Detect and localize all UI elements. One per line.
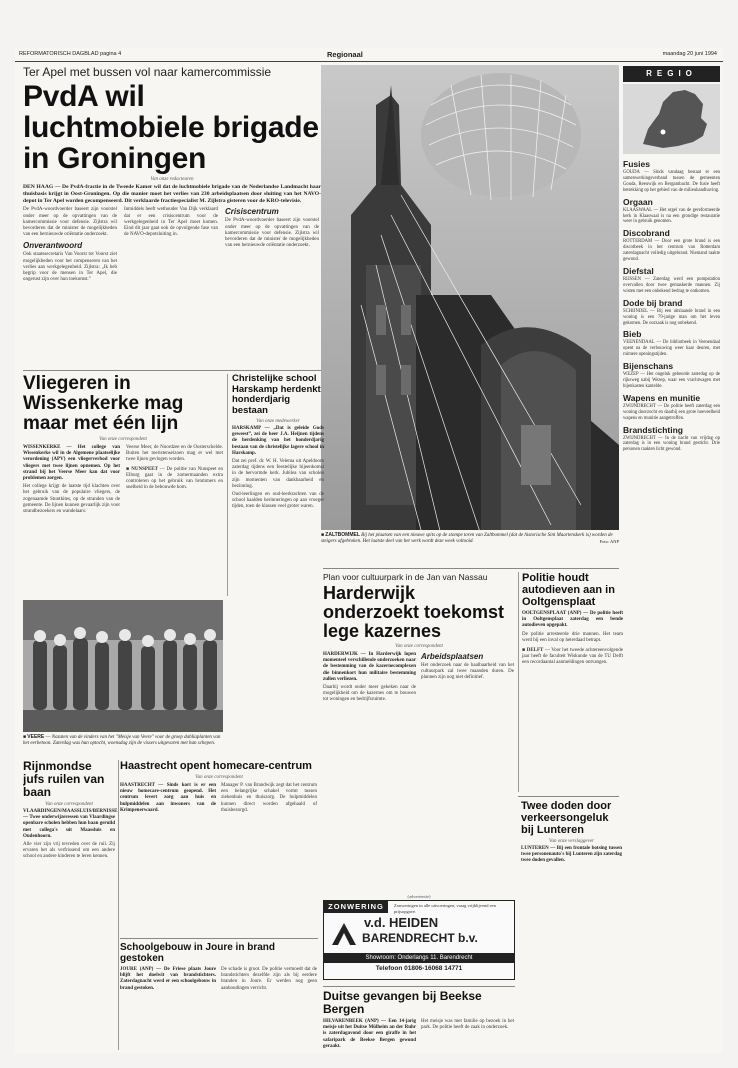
ad-company-2: BARENDRECHT b.v. — [362, 931, 478, 945]
joure-article — [120, 942, 318, 1050]
rijnmond-article — [23, 760, 119, 1050]
delft-label: DELFT — [526, 648, 544, 654]
harderwijk-article — [323, 572, 515, 890]
sidebar-item-title: Wapens en munitie — [623, 392, 701, 403]
awning-logo-icon — [330, 919, 358, 947]
regio-banner: REGIO — [623, 66, 720, 82]
harderwijk-body: Daarbij wordt onder meer gekeken naar de mogelijkheid om de kazernes om te bouwen tot woningen en bedrijfsruimte. — [323, 685, 416, 703]
header-rule — [15, 61, 723, 62]
veere-label: VEERE — [27, 734, 45, 740]
netherlands-map-icon — [623, 84, 720, 154]
harskamp-body: Dat zei pref. dr. W. H. Velema uit Apeldoorn zaterdag tijdens een feestelijke bijeenkomst in de hervormde kerk. Jubilea van scholen zijn momenten van dankbaarheid en bezinning. — [232, 459, 324, 489]
harskamp-headline: Christelijke school Harskamp herdenkt honderdjarig bestaan — [232, 374, 321, 416]
sidebar-item-title: Discobrand — [623, 228, 670, 239]
lunteren-byline: Van onze verslaggever — [549, 839, 594, 844]
nunspeet-label: NUNSPEET — [131, 466, 158, 472]
ad-slogan: Zonweringen in alle uitvoeringen, vraag vrijblijvend een prijsopgave. — [394, 903, 496, 914]
divider-beekse — [323, 986, 515, 987]
lead-kicker: Ter Apel met bussen vol naar kamercommissie — [23, 66, 272, 79]
harderwijk-byline: Van onze correspondent — [395, 644, 443, 649]
veere-caption-text: Nazaten van de vinders van het "Meisje van Veere" voor de groep dahliaplanten van het eerbetoon. Zaterdag was hun optocht, woensdag zijn de vissers uitgevaren met hun schepen. — [23, 735, 221, 746]
vliegeren-article — [23, 374, 223, 596]
haastrecht-intro: HAASTRECHT — Sinds kort is er een nieuw homecare-centrum geopend. Het centrum levert zorg aan huis en hulpmiddelen aan inwoners van de Krimpenerwaard. — [120, 783, 216, 813]
vliegeren-headline: Vliegeren in Wissenkerke mag maar met één lijn — [23, 374, 184, 434]
sidebar-item-text: ZWIJNDRECHT — In de nacht van vrijdag op zaterdag is in een woning brand gesticht. Drie personen raakten licht gewond. — [623, 435, 720, 453]
lead-byline: Van onze redacteuren — [150, 177, 194, 182]
sidebar-item-title: Brandstichting — [623, 424, 683, 435]
ad-logo — [330, 919, 358, 947]
ad-phone: Telefoon 01806-16068 14771 — [375, 965, 463, 972]
politie-intro: OOLTGENSPLAAT (ANP) — De politie heeft in Ooltgensplaat zaterdag een bende autodieven opgepakt. — [522, 611, 623, 629]
vliegeren-col2: Veerse Meer, de Noordzee en de Oosterschelde. Buiten het toeristenseizoen mag er wel met twee lijnen gevlogen worden. — [126, 445, 223, 463]
newspaper-page — [15, 48, 723, 1053]
lunteren-article — [518, 800, 622, 1050]
church-tower-photo — [321, 65, 619, 530]
sidebar-items — [623, 159, 720, 453]
veere-bullet: ■ — [23, 735, 28, 740]
sidebar-item-title: Bijenschans — [623, 361, 674, 372]
caption-label: ZALTBOMMEL — [325, 532, 360, 538]
sidebar-item-text: GOUDA — Sinds vandaag bestaat er een samenwerkingsverband tussen de gemeenten Gouda, Reeuwijk en Bergambacht. De fusie heeft betrekking op het gebied van de milieuhandhaving. — [623, 170, 720, 193]
sidebar-item-text: SCHIJNDEL — Bij een uitslaande brand in een woning is een 79-jarige man om het leven gekomen. De oorzaak is nog onbekend. — [623, 308, 720, 326]
lead-intro: DEN HAAG — De PvdA-fractie in de Tweede Kamer wil dat de luchtmobiele brigade van de Nederlandse Landmacht haar thuisbasis krijgt in Oost-Groningen. Op die manier moet het verlies van 230 arbeidsplaatsen door sluiting van het NAVO-depot in Ter Apel worden gecompenseerd. Dit verklaarde fractiespecialist M. Zijlstra gisteren voor de KRO-televisie. — [23, 184, 321, 204]
harderwijk-kicker: Plan voor cultuurpark in de Jan van Nassau — [323, 572, 488, 582]
nunspeet-text: De politie van Nunspeet en Elburg gaat in de zomermaanden extra controleren op het gebruik van brommers en snelheid in de bebouwde kom. — [126, 466, 223, 491]
lead-article — [23, 66, 321, 368]
sidebar-item-title: Orgaan — [623, 196, 653, 207]
haastrecht-byline: Van onze correspondent — [195, 775, 243, 780]
veere-image — [23, 600, 223, 732]
beekse-body: Het meisje was met familie op bezoek in het park. De politie heeft de zaak in onderzoek. — [421, 1019, 514, 1031]
sidebar-item-title: Bieb — [623, 329, 642, 340]
sidebar-item-title: Dode bij brand — [623, 297, 683, 308]
church-photo-caption — [321, 532, 619, 566]
page-header — [15, 51, 723, 60]
politie-body: De politie arresteerde drie mannen. Het team werd bij een inval op heterdaad betrapt. — [522, 631, 623, 643]
delft-brief: ■ DELFT — Voor het tweede achtereenvolgende jaar heeft de faculteit Wiskunde van de TU Delft een recordaantal aanmeldingen ontvangen. — [522, 648, 623, 666]
lunteren-intro: LUNTEREN — Bij een frontale botsing tussen twee personenauto's bij Lunteren zijn zaterdag twee doden gevallen. — [521, 846, 622, 864]
header-center: Regionaal — [327, 51, 363, 59]
lunteren-headline: Twee doden door verkeersongeluk bij Lunteren — [521, 800, 612, 836]
rijnmond-byline: Van onze correspondent — [45, 802, 93, 807]
sidebar-item-text: ZWIJNDRECHT — De politie heeft zaterdag een woning doorzocht en daarbij een grote hoeveelheid wapens en munitie aangetroffen. — [623, 403, 720, 421]
harderwijk-subhead: Arbeidsplaatsen — [421, 652, 484, 661]
sidebar-item-text: VEENENDAAL — De bibliotheek in Veenendaal opent na de verbouwing weer haar deuren, met ruimere openingstijden. — [623, 340, 720, 358]
sidebar-item-text: KLAASWAAL — Het orgel van de gereformeerde kerk in Klaaswaal is na een grondige restauratie weer in gebruik genomen. — [623, 207, 720, 225]
rijnmond-body: Alle vier zijn vrij tevreden over de ruil. Zij ervaren het als verfrissend om een andere school en andere kinderen te leren kennen. — [23, 842, 115, 860]
lead-subhead-2: Crisiscentrum — [225, 207, 279, 217]
divider-lunteren — [518, 796, 619, 797]
header-left: REFORMATORISCH DAGBLAD pagina 4 — [19, 51, 122, 57]
caption-credit: Foto: ANP — [599, 539, 619, 544]
joure-intro: JOURE (ANP) — De Friese plaats Joure blijft het doelwit van brandstichters. Zaterdagnacht werd er een schoolgebouw in brand gestoken. — [120, 967, 216, 991]
lead-subhead: Onverantwoord — [23, 241, 83, 251]
joure-body: De schade is groot. De politie vermoedt dat de brandstichters dezelfde zijn als bij eerdere branden in Joure. Er werden nog geen aanhoudingen verricht. — [221, 967, 317, 991]
ad-brand: ZONWERING — [324, 901, 388, 913]
veere-photo — [23, 600, 223, 732]
beekse-headline: Duitse gevangen bij Beekse Bergen — [323, 990, 482, 1016]
rijnmond-intro: VLAARDINGEN/MAASSLUIS/BERNISSE — Twee onderwijzeressen van Vlaardingse openbare scholen hebben hun baan geruild met collega's uit Maassluis en Oudenhoorn. — [23, 809, 118, 839]
harderwijk-col2: Het onderzoek naar de haalbaarheid van het cultuurpark zal twee maanden duren. De plannen zijn nog niet definitief. — [421, 663, 514, 681]
beekse-article — [323, 990, 515, 1050]
joure-headline: Schoolgebouw in Joure in brand gestoken — [120, 942, 276, 964]
harskamp-article — [227, 374, 324, 596]
beekse-intro: HILVARENBEEK (ANP) — Een 14-jarig meisje uit het Duitse Mülheim an der Ruhr is zaterdagavond door een giraffe in het safaripark de Beekse Bergen gewond geraakt. — [323, 1019, 416, 1049]
divider-1 — [23, 370, 321, 371]
delft-text: Voor het tweede achtereenvolgende jaar heeft de faculteit Wiskunde van de TU Delft een recordaantal aanmeldingen ontvangen. — [522, 648, 623, 666]
sidebar-item-title: Fusies — [623, 159, 650, 169]
sidebar-item-text: ROTTERDAM — Door een grote brand is een discotheek in het centrum van Rotterdam zaterdagnacht volledig uitgebrand. Niemand raakte gewond. — [623, 239, 720, 263]
regio-map — [623, 84, 720, 154]
lead-body: De PvdA-woordvoerder baseert zijn voorstel onder meer op de opvattingen van de kamercommissie voor defensie. Zijlstra wil bevorderen dat de minister de mogelijkheden van een hernieuwde oriëntatie onderzoekt. — [23, 207, 117, 238]
vliegeren-body: Het college krijgt de laatste tijd klachten over het gebruik van de populaire vliegers, de zogenaamde Stuntkites, op de stranden van de gemeente. De lijnen kunnen gevaarlijk zijn voor strandbezoekers en wandelaars. — [23, 484, 120, 515]
nunspeet-brief: ■ NUNSPEET — De politie van Nunspeet en Elburg gaat in de zomermaanden extra controleren op het gebruik van brommers en snelheid in de bebouwde kom. — [126, 466, 223, 491]
ad-company: v.d. HEIDEN — [364, 915, 439, 930]
harskamp-byline: Van onze medewerker — [256, 419, 300, 424]
header-right: maandag 20 juni 1994 — [662, 51, 717, 57]
caption-bullet: ■ — [321, 533, 326, 538]
harskamp-intro: HARSKAMP — „Dat is geleide Gods geweest”, zei de heer J.A. Heijnen tijdens de herdenking van het honderdjarig bestaan van de christelijke lagere school in Harskamp. — [232, 426, 324, 456]
lead-col2-text: Inmiddels heeft wethouder Van Dijk verklaard dat er een crisiscentrum voor de werkgelegenheid in Ter Apel moet komen. Eind dit jaar gaat ook de opvolgende fase van de NAVO-depotsluiting in. — [124, 207, 218, 238]
ad-showroom: Showroom: Onderlangs 11. Barendrecht — [324, 953, 514, 963]
harderwijk-headline: Harderwijk onderzoekt toekomst lege kazernes — [323, 583, 505, 641]
divider-harderwijk — [323, 568, 619, 569]
lead-headline: PvdA wil luchtmobiele brigade in Groningen — [23, 80, 319, 175]
church-tower-image — [321, 65, 619, 530]
regio-sidebar — [623, 66, 720, 1051]
harskamp-col2: Oud-leerlingen en oud-leerkrachten van de school haalden herinneringen op aan vroeger tijden, toen de klassen veel groter waren. — [232, 492, 324, 510]
divider-joure — [120, 938, 318, 939]
advertisement — [323, 894, 515, 982]
rijnmond-headline: Rijnmondse jufs ruilen van baan — [23, 760, 105, 799]
politie-article — [518, 572, 623, 792]
sidebar-item-title: Diefstal — [623, 265, 654, 276]
ad-label: (advertentie) — [407, 894, 431, 899]
harderwijk-intro: HARDERWIJK — In Harderwijk lopen momenteel verschillende onderzoeken naar de bestemming van de kazernecomplexen die binnenkort hun militaire bestemming zullen verliezen. — [323, 652, 416, 682]
lead-col1-text: Ook staatssecretaris Van Voorst tot Voorst ziet mogelijkheden voor het compenseren van het verlies aan werkgelegenheid. Zijlstra: „Ik heb begrip voor de mensen in Ter Apel, die ongerust zijn over hun toekomst.” — [23, 252, 117, 283]
vliegeren-intro: WISSENKERKE — Het college van Wissenkerke wil in de Algemene plaatselijke verordening (APV) een vliegerverbod voor vliegers met twee lijnen opnemen. Op het strand bij het Veerse Meer kan dat voor problemen zorgen. — [23, 445, 120, 482]
sidebar-item-text: WEZEP — Het ongeluk gebeurde zaterdag op de rijksweg nabij Wezep, waar een vrachtwagen met bijenkasten kantelde. — [623, 372, 720, 389]
haastrecht-article — [120, 760, 318, 940]
veere-caption: ■ VEERE — Nazaten van de vinders van het "Meisje van Veere" voor de groep dahliaplanten van het eerbetoon. Zaterdag was hun optocht, woensdag zijn de vissers uitgevaren met hun schepen. — [23, 734, 221, 746]
vliegeren-byline: Van onze correspondent — [99, 437, 147, 442]
lead-col3-text: De PvdA-woordvoerder baseert zijn voorstel onder meer op de opvattingen van de kamercommissie voor defensie. Zijlstra wil bevorderen dat de minister de mogelijkheden van een hernieuwde oriëntatie onderzoekt. — [225, 218, 319, 249]
sidebar-item-text: RIJSSEN — Zaterdag werd een pompstation overvallen door twee gemaskerde mannen. Zij wisten met een onbekend bedrag te ontkomen. — [623, 276, 720, 294]
haastrecht-body: Manager P. van Brandwijk zegt dat het centrum een belangrijke schakel vormt tussen ziekenhuis en thuiszorg. De hulpmiddelen kunnen direct worden afgehaald of thuisbezorgd. — [221, 783, 317, 813]
politie-headline: Politie houdt autodieven aan in Ooltgensplaat — [522, 572, 615, 608]
haastrecht-headline: Haastrecht opent homecare-centrum — [120, 760, 312, 772]
caption-text: Bij het plaatsen van een nieuwe spits op de stompe toren van Zaltbommel (dat de historische Sint Maartenskerk is) worden de steigers afgebroken. Het laatste deel van het werk wordt deze week voltooid. — [321, 533, 613, 544]
